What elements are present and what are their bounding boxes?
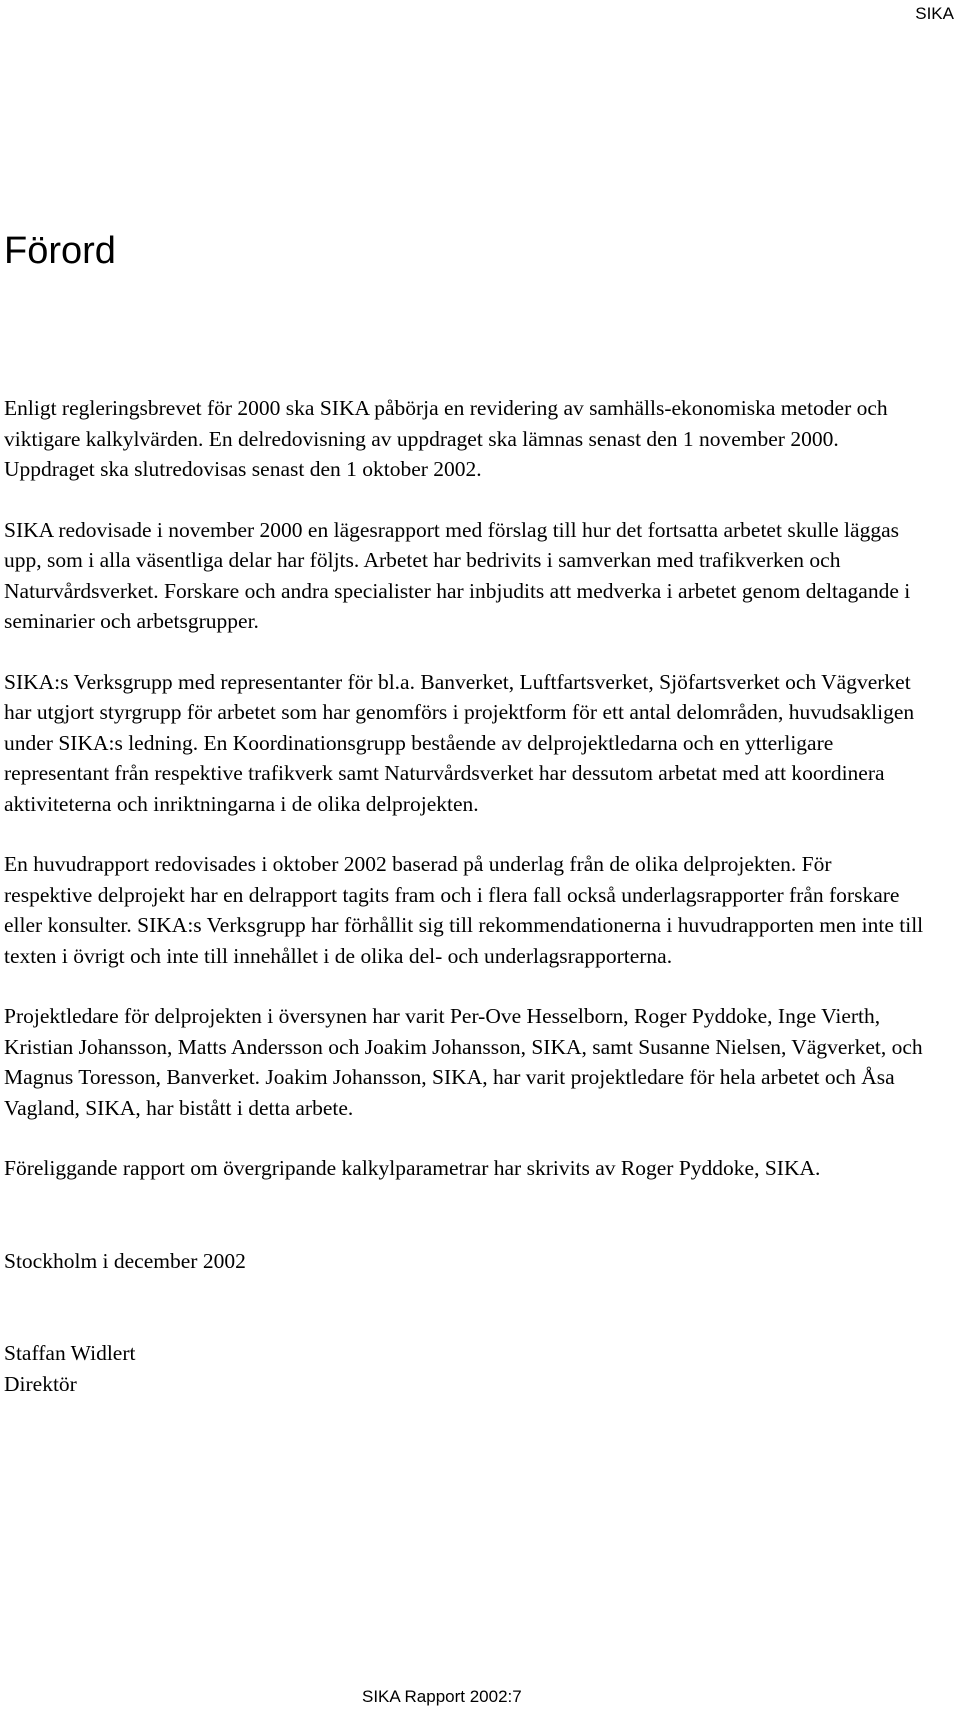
signatory-role: Direktör (4, 1371, 77, 1396)
page-title: Förord (4, 230, 116, 272)
paragraph-assignment: Enligt regleringsbrevet för 2000 ska SIKA påbörja en revidering av samhälls-ekonomiska metoder och viktigare kalkylvärden. En delredovisning av uppdraget ska lämnas senast den 1 november 2000. Uppdraget ska slutredovisas senast den 1 oktober 2002. (4, 396, 888, 481)
paragraph-steering-group: SIKA:s Verksgrupp med representanter för bl.a. Banverket, Luftfartsverket, Sjöfartsverket och Vägverket har utgjort styrgrupp för arbetet som har genomförs i projektform för ett antal delområden, huvudsakligen under SIKA:s ledning. En Koordinationsgrupp bestående av delprojektledarna och en ytterligare representant från respektive trafikverk samt Naturvårdsverket har dessutom arbetat med att koordinera aktiviteterna och inriktningarna i de olika delprojekten. (4, 669, 915, 816)
running-header: SIKA (915, 4, 954, 23)
body-text (4, 393, 924, 1399)
paragraph-main-report: En huvudrapport redovisades i oktober 2002 baserad på underlag från de olika delprojekten. För respektive delprojekt har en delrapport tagits fram och i flera fall också underlagsrapporter från forskare eller konsulter. SIKA:s Verksgrupp har förhållit sig till rekommendationerna i huvudrapporten men inte till texten i övrigt och inte till innehållet i de olika del- och underlagsrapporterna. (4, 852, 924, 968)
paragraph-project-leaders: Projektledare för delprojekten i översynen har varit Per-Ove Hesselborn, Roger Pyddoke, Inge Vierth, Kristian Johansson, Matts Andersson och Joakim Johansson, SIKA, samt Susanne Nielsen, Vägverket, och Magnus Toresson, Banverket. Joakim Johansson, SIKA, har varit projektledare för hela arbetet och Åsa Vagland, SIKA, har bistått i detta arbete. (4, 1004, 923, 1120)
paragraph-authorship: Föreliggande rapport om övergripande kalkylparametrar har skrivits av Roger Pyddoke, SIKA. (4, 1156, 821, 1180)
signature-block (4, 1338, 924, 1399)
running-footer: SIKA Rapport 2002:7 (362, 1687, 522, 1706)
place-date: Stockholm i december 2002 (4, 1248, 246, 1273)
paragraph-status-report: SIKA redovisade i november 2000 en lägesrapport med förslag till hur det fortsatta arbetet skulle läggas upp, som i alla väsentliga delar har följts. Arbetet har bedrivits i samverkan med trafikverken och Naturvårdsverket. Forskare och andra specialister har inbjudits att medverka i arbetet genom deltagande i seminarier och arbetsgrupper. (4, 517, 911, 633)
signatory-name: Staffan Widlert (4, 1341, 136, 1365)
